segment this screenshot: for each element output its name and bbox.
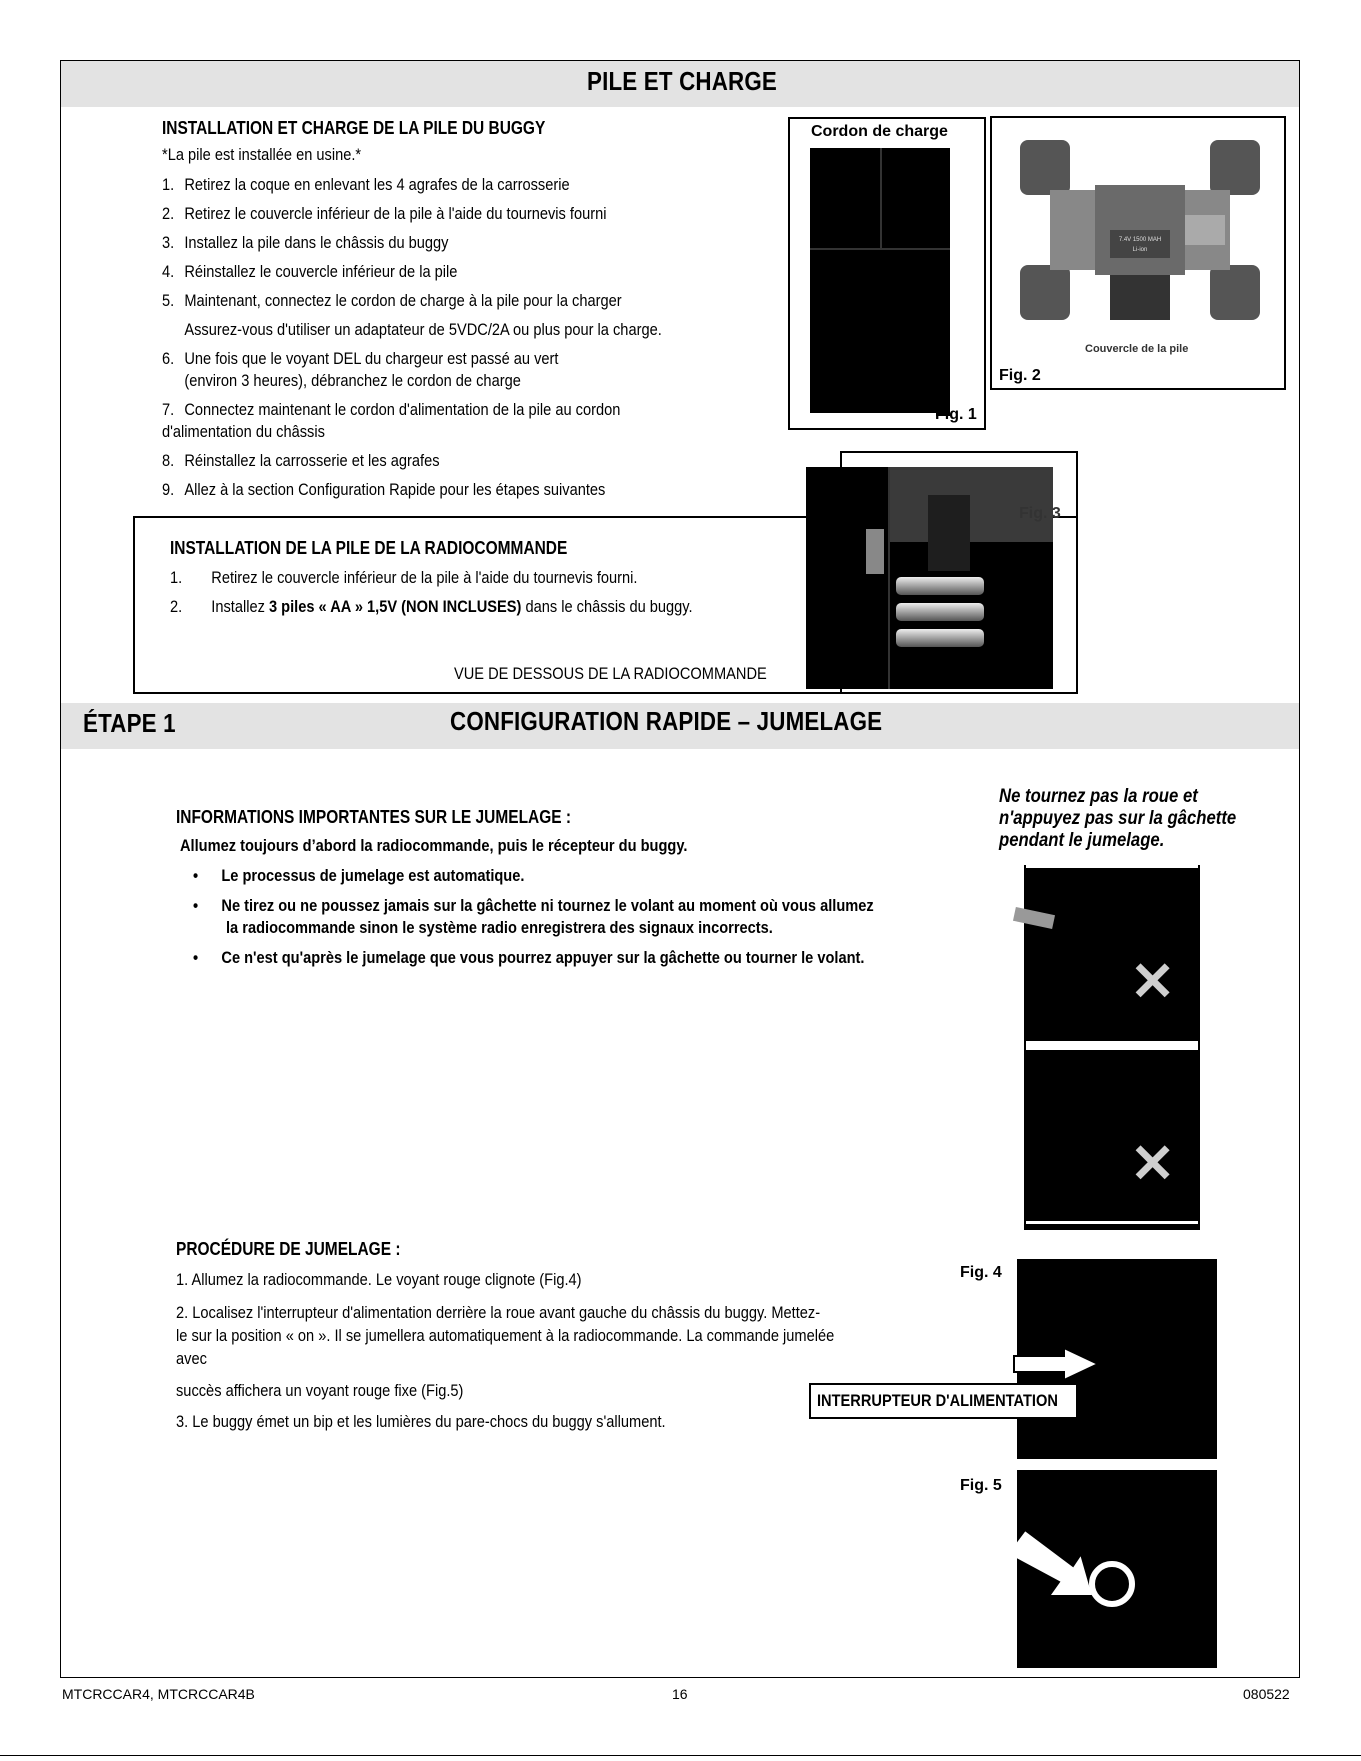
fig2-label: Couvercle de la pile	[1085, 343, 1189, 355]
step-label: ÉTAPE 1	[83, 708, 176, 738]
radio-heading: INSTALLATION DE LA PILE DE LA RADIOCOMMANDE	[170, 538, 568, 558]
fig4-caption: Fig. 4	[960, 1264, 1002, 1281]
fig1-caption: Fig. 1	[935, 406, 977, 423]
power-switch-label: INTERRUPTEUR D'ALIMENTATION	[817, 1391, 1058, 1410]
procedure-step: avec	[176, 1349, 207, 1368]
procedure-step: le sur la position « on ». Il se jumellera automatiquement à la radiocommande. La commande jumelée	[176, 1326, 835, 1345]
buggy-chassis-image	[1010, 135, 1272, 325]
procedure-step: succès affichera un voyant rouge fixe (Fig.5)	[176, 1381, 464, 1400]
battery-label-2: Li-ion	[1132, 247, 1148, 253]
install-step: d'alimentation du châssis	[162, 422, 325, 441]
footer-page: 16	[672, 1686, 688, 1702]
install-step: 9. Allez à la section Configuration Rapide pour les étapes suivantes	[162, 480, 606, 499]
procedure-step: 1. Allumez la radiocommande. Le voyant rouge clignote (Fig.4)	[176, 1270, 582, 1289]
install-step: 2. Retirez le couvercle inférieur de la pile à l'aide du tournevis fourni	[162, 204, 607, 223]
info-bullet: • Ce n'est qu'après le jumelage que vous pourrez appuyer sur la gâchette ou tourner le volant.	[193, 948, 865, 967]
info-bullet-cont: la radiocommande sinon le système radio enregistrera des signaux incorrects.	[226, 918, 773, 937]
section-title-jumelage: CONFIGURATION RAPIDE – JUMELAGE	[450, 706, 883, 736]
fig1-rule	[806, 413, 936, 416]
install-step: 4. Réinstallez le couvercle inférieur de la pile	[162, 262, 458, 281]
install-step: (environ 3 heures), débranchez le cordon de charge	[184, 371, 521, 390]
install-note: *La pile est installée en usine.*	[162, 145, 362, 164]
x-mark-icon: ✕	[1130, 1134, 1176, 1194]
power-switch-label-box	[809, 1383, 1078, 1419]
warning-images	[1024, 865, 1200, 1230]
install-step: 8. Réinstallez la carrosserie et les agrafes	[162, 451, 440, 470]
info-heading: INFORMATIONS IMPORTANTES SUR LE JUMELAGE :	[176, 807, 572, 827]
procedure-step: 2. Localisez l'interrupteur d'alimentation derrière la roue avant gauche du châssis du buggy. Mettez-	[176, 1303, 821, 1322]
info-intro: Allumez toujours d’abord la radiocommande, puis le récepteur du buggy.	[180, 836, 688, 855]
footer-code: 080522	[1243, 1686, 1290, 1702]
bottom-rule	[0, 1755, 1361, 1756]
install-step: 7. Connectez maintenant le cordon d'alimentation de la pile au cordon	[162, 400, 621, 419]
install-step: 3. Installez la pile dans le châssis du buggy	[162, 233, 449, 252]
install-step: 5. Maintenant, connectez le cordon de charge à la pile pour la charger	[162, 291, 622, 310]
fig2-caption: Fig. 2	[999, 367, 1041, 384]
fig3-caption: Fig. 3	[1019, 505, 1061, 522]
section-title-pile-et-charge: PILE ET CHARGE	[587, 66, 778, 96]
install-step: 1. Retirez la coque en enlevant les 4 agrafes de la carrosserie	[162, 175, 570, 194]
fig1-label: Cordon de charge	[811, 123, 948, 140]
radio-step: 1. Retirez le couvercle inférieur de la pile à l'aide du tournevis fourni.	[170, 568, 638, 587]
install-step: 6. Une fois que le voyant DEL du chargeur est passé au vert	[162, 349, 559, 368]
battery-label-1: 7.4V 1500 MAH	[1118, 237, 1162, 243]
install-heading: INSTALLATION ET CHARGE DE LA PILE DU BUGGY	[162, 118, 546, 138]
procedure-step: 3. Le buggy émet un bip et les lumières du pare-chocs du buggy s'allument.	[176, 1412, 666, 1431]
install-step: Assurez-vous d'utiliser un adaptateur de 5VDC/2A ou plus pour la charge.	[184, 320, 662, 339]
x-mark-icon: ✕	[1130, 952, 1176, 1012]
remote-underside-image	[806, 467, 1053, 689]
pairing-warning: Ne tournez pas la roue et n'appuyez pas sur la gâchette pendant le jumelage.	[999, 786, 1237, 851]
arrow-right-icon	[1012, 1346, 1102, 1382]
remote-view-caption: VUE DE DESSOUS DE LA RADIOCOMMANDE	[454, 664, 767, 683]
procedure-heading: PROCÉDURE DE JUMELAGE :	[176, 1239, 401, 1259]
radio-step: 2. Installez 3 piles « AA » 1,5V (NON INCLUSES) dans le châssis du buggy.	[170, 597, 693, 616]
info-bullet: • Le processus de jumelage est automatique.	[193, 866, 525, 885]
charging-cord-image	[810, 148, 950, 416]
red-light-image	[1017, 1470, 1217, 1668]
indicator-light-icon	[1017, 1470, 1217, 1668]
remote-view-caption-clip	[454, 664, 806, 688]
fig5-caption: Fig. 5	[960, 1477, 1002, 1494]
footer-model: MTCRCCAR4, MTCRCCAR4B	[62, 1686, 255, 1702]
info-bullet: • Ne tirez ou ne poussez jamais sur la gâchette ni tournez le volant au moment où vous allumez	[193, 896, 874, 915]
